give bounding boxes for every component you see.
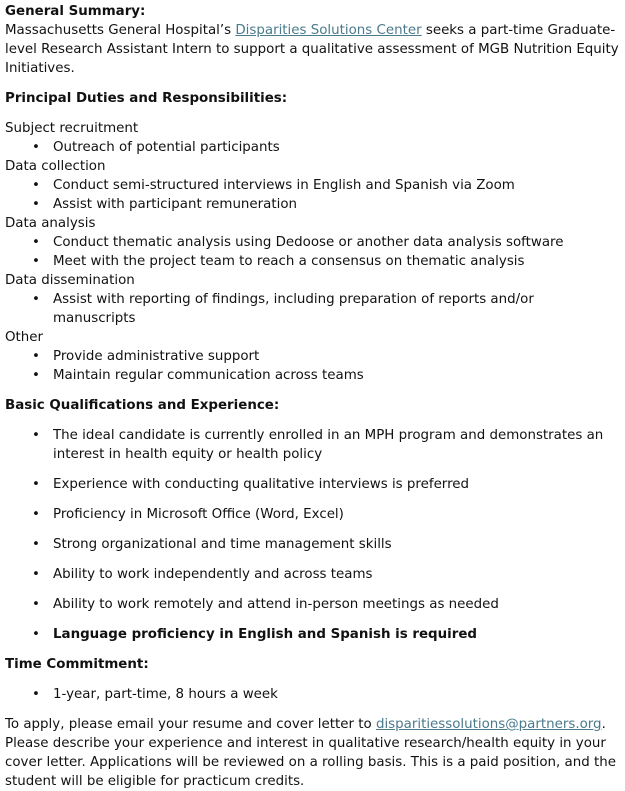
list-item: • Assist with reporting of findings, including preparation of reports and/or manuscripts: [32, 292, 534, 326]
bullet-icon: •: [32, 627, 40, 642]
duty-group-label: Data dissemination: [5, 273, 135, 288]
duty-list: [5, 347, 620, 385]
list-item: • Meet with the project team to reach a consensus on thematic analysis: [32, 254, 525, 269]
bullet-icon: •: [32, 687, 40, 702]
duty-list: [5, 233, 620, 271]
bullet-icon: •: [32, 477, 40, 492]
bullet-icon: •: [32, 597, 40, 612]
qualifications-list: [5, 426, 620, 644]
bullet-icon: •: [32, 235, 40, 250]
list-item: • The ideal candidate is currently enrolled in an MPH program and demonstrates an interest in health equity or health policy: [32, 428, 604, 462]
duty-group-label: Other: [5, 330, 44, 345]
list-item: • Ability to work independently and across teams: [32, 567, 373, 582]
duty-group-label: Subject recruitment: [5, 121, 139, 136]
time-commitment-list: [5, 685, 620, 704]
duty-group-label: Data collection: [5, 159, 106, 174]
summary-text-after: seeks a part-time Graduate-level Research Assistant Intern to support a qualitative assessment of MGB Nutrition Equity Initiatives.: [5, 23, 619, 76]
list-item: • Strong organizational and time management skills: [32, 537, 392, 552]
apply-text-after: . Please describe your experience and interest in qualitative research/health equity in your cover letter. Applications will be reviewed on a rolling basis. This is a paid position, and the student will be eligible for practicum credits.: [5, 717, 616, 789]
list-item: • Proficiency in Microsoft Office (Word, Excel): [32, 507, 344, 522]
general-summary-heading: General Summary:: [5, 4, 146, 19]
bullet-icon: •: [32, 567, 40, 582]
apply-paragraph: [5, 715, 620, 791]
bullet-icon: •: [32, 140, 40, 155]
bullet-icon: •: [32, 197, 40, 212]
list-item: • Conduct semi-structured interviews in English and Spanish via Zoom: [32, 178, 515, 193]
list-item: • 1-year, part-time, 8 hours a week: [32, 687, 278, 702]
general-summary-text: [5, 21, 620, 78]
list-item: • Provide administrative support: [32, 349, 260, 364]
summary-text-before: Massachusetts General Hospital’s: [5, 23, 236, 38]
bullet-icon: •: [32, 178, 40, 193]
email-link[interactable]: disparitiessolutions@partners.org: [375, 717, 602, 732]
duties-heading: Principal Duties and Responsibilities:: [5, 91, 288, 106]
bullet-icon: •: [32, 254, 40, 269]
list-item: • Conduct thematic analysis using Dedoose or another data analysis software: [32, 235, 564, 250]
bullet-icon: •: [32, 368, 40, 383]
disparities-solutions-center-link[interactable]: Disparities Solutions Center: [235, 23, 422, 38]
apply-text-before: To apply, please email your resume and cover letter to: [5, 717, 376, 732]
bullet-icon: •: [32, 428, 40, 443]
bullet-icon: •: [32, 507, 40, 522]
bullet-icon: •: [32, 292, 40, 307]
duty-group-label: Data analysis: [5, 216, 96, 231]
bullet-icon: •: [32, 349, 40, 364]
qualifications-heading: Basic Qualifications and Experience:: [5, 398, 280, 413]
duties-section: [5, 119, 620, 385]
duty-list: [5, 138, 620, 157]
list-item: • Assist with participant remuneration: [32, 197, 298, 212]
time-commitment-heading: Time Commitment:: [5, 657, 149, 672]
list-item: • Ability to work remotely and attend in-person meetings as needed: [32, 597, 499, 612]
list-item: • Experience with conducting qualitative interviews is preferred: [32, 477, 470, 492]
duty-list: [5, 290, 620, 328]
list-item: • Maintain regular communication across teams: [32, 368, 364, 383]
duty-list: [5, 176, 620, 214]
bullet-icon: •: [32, 537, 40, 552]
list-item: • Language proficiency in English and Spanish is required: [32, 627, 478, 642]
list-item: • Outreach of potential participants: [32, 140, 280, 155]
